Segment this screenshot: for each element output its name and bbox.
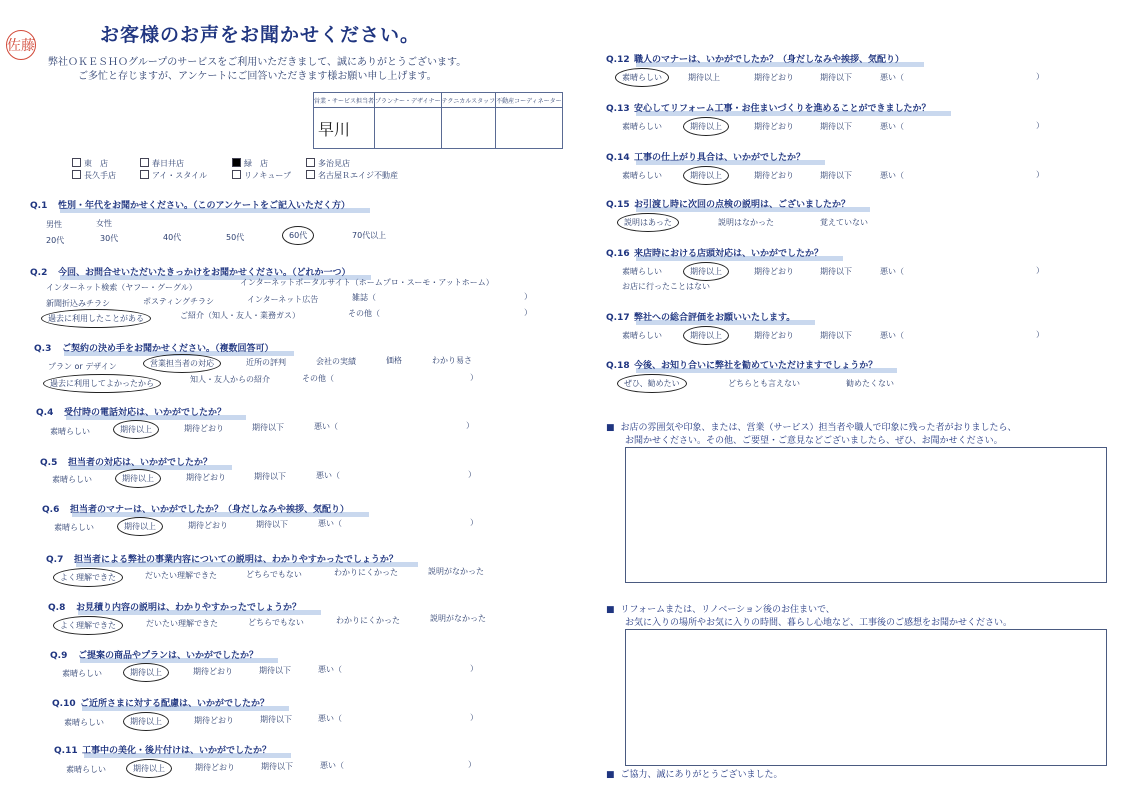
footer-thanks: ■ ご協力、誠にありがとうございました。 (606, 770, 783, 780)
q16-as-expected[interactable]: 期待どおり (754, 267, 794, 276)
q11-excellent[interactable]: 素晴らしい (66, 765, 106, 774)
q1-age-50[interactable]: 50代 (226, 233, 245, 242)
q10-bad[interactable]: 悪い（ (318, 714, 342, 723)
store-istyle[interactable]: アイ・スタイル (140, 170, 207, 181)
q14-excellent[interactable]: 素晴らしい (622, 171, 662, 180)
q17-excellent[interactable]: 素晴らしい (622, 331, 662, 340)
q12-question: Q.12 職人のマナーは、いかがでしたか？（身だしなみや挨拶、気配り） (606, 52, 904, 65)
q6-above[interactable]: 期待以上 (124, 521, 156, 532)
q17-above[interactable]: 期待以上 (690, 330, 722, 341)
q9-as-expected[interactable]: 期待どおり (193, 667, 233, 676)
q2-other[interactable]: その他（ (348, 309, 380, 318)
q12-bad[interactable]: 悪い（ (880, 73, 904, 82)
q7-question: Q.7 担当者による弊社の事業内容についての説明は、わかりやすかったでしょうか？ (46, 552, 398, 565)
q12-excellent[interactable]: 素晴らしい (622, 72, 662, 83)
q3-price[interactable]: 価格 (386, 356, 402, 365)
q7-understood-well[interactable]: よく理解できた (60, 572, 116, 583)
checkbox-icon (140, 170, 149, 179)
q17-question: Q.17 弊社への総合評価をお願いいたします。 (606, 310, 795, 323)
q14-question: Q.14 工事の仕上がり具合は、いかがでしたか？ (606, 150, 805, 163)
checkbox-icon (72, 170, 81, 179)
q11-below[interactable]: 期待以下 (261, 762, 293, 771)
q3-track-record[interactable]: 会社の実績 (316, 357, 356, 366)
staff-header-sales: 営業・サービス担当者 (314, 93, 375, 108)
q3-plan-design[interactable]: プラン or デザイン (48, 362, 117, 371)
q13-below[interactable]: 期待以下 (820, 122, 852, 131)
q16-above[interactable]: 期待以上 (690, 266, 722, 277)
staff-value-technical[interactable] (441, 108, 495, 149)
staff-value-planner[interactable] (375, 108, 442, 149)
q14-as-expected[interactable]: 期待どおり (754, 171, 794, 180)
q5-question: Q.5 担当者の対応は、いかがでしたか？ (40, 455, 212, 468)
q10-question: Q.10 ご近所さまに対する配慮は、いかがでしたか？ (52, 696, 269, 709)
seal-stamp: 佐藤 (6, 30, 36, 60)
q7-mostly-understood[interactable]: だいたい理解できた (145, 571, 217, 580)
q1-question: Q.1 性別・年代をお聞かせください。（このアンケートをご記入いただく方） (30, 198, 350, 211)
checkbox-icon (306, 170, 315, 179)
q2-internet-ad[interactable]: インターネット広告 (247, 295, 319, 304)
q1-age-20[interactable]: 20代 (46, 236, 65, 245)
q8-understood-well[interactable]: よく理解できた (60, 620, 116, 631)
q6-question: Q.6 担当者のマナーは、いかがでしたか？（身だしなみや挨拶、気配り） (42, 502, 349, 515)
q9-below[interactable]: 期待以下 (259, 666, 291, 675)
q1-male[interactable]: 男性 (46, 220, 62, 229)
q12-as-expected[interactable]: 期待どおり (754, 73, 794, 82)
q11-bad-close: ） (468, 760, 476, 769)
q4-bad-close: ） (466, 421, 474, 430)
q5-bad[interactable]: 悪い（ (316, 471, 340, 480)
q13-above[interactable]: 期待以上 (690, 121, 722, 132)
checkbox-icon (72, 158, 81, 167)
q5-excellent[interactable]: 素晴らしい (52, 475, 92, 484)
q3-other-close: ） (470, 373, 478, 382)
q3-reputation[interactable]: 近所の評判 (246, 358, 286, 367)
q4-below[interactable]: 期待以下 (252, 423, 284, 432)
checkbox-icon (232, 170, 241, 179)
store-midori[interactable]: 緑 店 (232, 158, 268, 169)
intro-line-1: 弊社ＯＫＥＳＨＯグループのサービスをご利用いただきまして、誠にありがとうございます。 (48, 57, 467, 68)
q13-excellent[interactable]: 素晴らしい (622, 122, 662, 131)
q3-other[interactable]: その他（ (302, 374, 334, 383)
q2-referral[interactable]: ご紹介（知人・友人・業務ガス） (180, 311, 300, 320)
q11-as-expected[interactable]: 期待どおり (195, 763, 235, 772)
q9-bad[interactable]: 悪い（ (318, 665, 342, 674)
q7-neutral[interactable]: どちらでもない (246, 570, 302, 579)
square-bullet-icon: ■ (606, 770, 615, 780)
free-text-2-box[interactable] (625, 629, 1107, 766)
q10-as-expected[interactable]: 期待どおり (194, 716, 234, 725)
q12-bad-close: ） (1036, 72, 1044, 81)
store-nagakute[interactable]: 長久手店 (72, 170, 116, 181)
q8-mostly-understood[interactable]: だいたい理解できた (146, 619, 218, 628)
q14-bad[interactable]: 悪い（ (880, 171, 904, 180)
q6-excellent[interactable]: 素晴らしい (54, 523, 94, 532)
q11-bad[interactable]: 悪い（ (320, 761, 344, 770)
q8-question: Q.8 お見積り内容の説明は、わかりやすかったでしょうか？ (48, 600, 301, 613)
staff-header-planner: プランナー・デザイナー (375, 93, 442, 108)
q2-question: Q.2 今回、お問合せいただいたきっかけをお聞かせください。（どれか一つ） (30, 265, 351, 278)
q1-age-40[interactable]: 40代 (163, 233, 182, 242)
staff-value-sales[interactable]: 早川 (314, 108, 375, 149)
q18-not-recommend[interactable]: 勧めたくない (846, 379, 894, 388)
q6-bad-close: ） (470, 518, 478, 527)
q16-question: Q.16 来店時における店頭対応は、いかがでしたか？ (606, 246, 823, 259)
checkbox-icon (306, 158, 315, 167)
q17-as-expected[interactable]: 期待どおり (754, 331, 794, 340)
q13-as-expected[interactable]: 期待どおり (754, 122, 794, 131)
q17-bad[interactable]: 悪い（ (880, 331, 904, 340)
store-nagoya-rage[interactable]: 名古屋Ｒエイジ不動産 (306, 170, 398, 181)
q10-below[interactable]: 期待以下 (260, 715, 292, 724)
q4-question: Q.4 受付時の電話対応は、いかがでしたか？ (36, 405, 226, 418)
checked-checkbox-icon (232, 158, 241, 167)
q12-below[interactable]: 期待以下 (820, 73, 852, 82)
q3-clarity[interactable]: わかり易さ (432, 356, 472, 365)
store-renocube[interactable]: リノキューブ (232, 170, 291, 181)
q10-bad-close: ） (470, 713, 478, 722)
free-text-2-prompt: ■ リフォームまたは、リノベーション後のお住まいで、 お気に入りの場所やお気に入りの時間、暮らし心地など、工事後のご感想をお聞かせください。 (606, 605, 1013, 628)
q2-magazine-close: ） (524, 292, 532, 301)
q1-age-30[interactable]: 30代 (100, 234, 119, 243)
square-bullet-icon: ■ (606, 423, 615, 433)
q3-past-good[interactable]: 過去に利用してよかったから (50, 378, 154, 389)
q13-question: Q.13 安心してリフォーム工事・お住まいづくりを進めることができましたか？ (606, 101, 931, 114)
q4-as-expected[interactable]: 期待どおり (184, 424, 224, 433)
q4-bad[interactable]: 悪い（ (314, 422, 338, 431)
q18-question: Q.18 今後、お知り合いに弊社を勧めていただけますでしょうか？ (606, 358, 877, 371)
q10-excellent[interactable]: 素晴らしい (64, 718, 104, 727)
staff-table (313, 92, 563, 149)
q9-above[interactable]: 期待以上 (130, 667, 162, 678)
q7-hard[interactable]: わかりにくかった (334, 568, 398, 577)
store-kasugai[interactable]: 春日井店 (140, 158, 184, 169)
q4-excellent[interactable]: 素晴らしい (50, 427, 90, 436)
q2-past-use[interactable]: 過去に利用したことがある (48, 313, 144, 324)
q14-above[interactable]: 期待以上 (690, 170, 722, 181)
q18-recommend[interactable]: ぜひ、勧めたい (624, 378, 680, 389)
q15-question: Q.15 お引渡し時に次回の点検の説明は、ございましたか？ (606, 197, 850, 210)
q10-above[interactable]: 期待以上 (130, 716, 162, 727)
q4-above[interactable]: 期待以上 (120, 424, 152, 435)
q14-bad-close: ） (1036, 170, 1044, 179)
square-bullet-icon: ■ (606, 605, 615, 615)
q5-below[interactable]: 期待以下 (254, 472, 286, 481)
staff-header-realestate: 不動産コーディネーター (496, 93, 563, 108)
q9-bad-close: ） (470, 664, 478, 673)
q6-as-expected[interactable]: 期待どおり (188, 521, 228, 530)
q7-no-explanation[interactable]: 説明がなかった (428, 567, 484, 576)
q13-bad[interactable]: 悪い（ (880, 122, 904, 131)
checkbox-icon (140, 158, 149, 167)
q8-no-explanation[interactable]: 説明がなかった (430, 614, 486, 623)
q3-friend-referral[interactable]: 知人・友人からの紹介 (190, 375, 270, 384)
q5-as-expected[interactable]: 期待どおり (186, 473, 226, 482)
q5-bad-close: ） (468, 470, 476, 479)
q1-age-60[interactable]: 60代 (289, 230, 307, 241)
q11-above[interactable]: 期待以上 (133, 763, 165, 774)
store-east[interactable]: 東 店 (72, 158, 108, 169)
page-title: お客様のお声をお聞かせください。 (100, 24, 421, 46)
q16-bad-close: ） (1036, 266, 1044, 275)
intro-line-2: ご多忙と存じますが、アンケートにご回答いただきます様お願い申し上げます。 (78, 71, 437, 82)
q17-below[interactable]: 期待以下 (820, 331, 852, 340)
q6-bad[interactable]: 悪い（ (318, 519, 342, 528)
q8-hard[interactable]: わかりにくかった (336, 616, 400, 625)
q8-neutral[interactable]: どちらでもない (248, 618, 304, 627)
q9-excellent[interactable]: 素晴らしい (62, 669, 102, 678)
q6-below[interactable]: 期待以下 (256, 520, 288, 529)
q9-question: Q.9 ご提案の商品やプランは、いかがでしたか？ (50, 648, 258, 661)
q13-bad-close: ） (1036, 121, 1044, 130)
q2-newspaper-flyer[interactable]: 新聞折込みチラシ (46, 299, 110, 308)
q15-explained[interactable]: 説明はあった (624, 217, 672, 228)
q1-age-70[interactable]: 70代以上 (352, 231, 387, 240)
q2-portal-site[interactable]: インターネットポータルサイト（ホームプロ・スーモ・アットホーム） (240, 278, 494, 287)
q2-other-close: ） (524, 308, 532, 317)
q3-sales-staff[interactable]: 営業担当者の対応 (150, 358, 214, 369)
q2-magazine[interactable]: 雑誌（ (352, 293, 376, 302)
q12-above[interactable]: 期待以上 (688, 73, 720, 82)
q18-neutral[interactable]: どちらとも言えない (728, 379, 800, 388)
q5-above[interactable]: 期待以上 (122, 473, 154, 484)
free-text-1-prompt: ■ お店の雰囲気や印象、または、営業（サービス）担当者や職人で印象に残った者がおりましたら、 お聞かせください。その他、ご要望・ご意見などございましたら、ぜひ、お聞かせください。 (606, 423, 1017, 446)
staff-header-technical: テクニカルスタッフ (441, 93, 495, 108)
q2-posting-flyer[interactable]: ポスティングチラシ (143, 297, 215, 306)
q16-excellent[interactable]: 素晴らしい (622, 267, 662, 276)
q11-question: Q.11 工事中の美化・後片付けは、いかがでしたか？ (54, 743, 271, 756)
q16-never-visited[interactable]: お店に行ったことはない (622, 282, 710, 291)
q14-below[interactable]: 期待以下 (820, 171, 852, 180)
q2-internet-search[interactable]: インターネット検索（ヤフー・グーグル） (46, 283, 197, 292)
free-text-1-box[interactable] (625, 447, 1107, 583)
q16-below[interactable]: 期待以下 (820, 267, 852, 276)
store-tajimi[interactable]: 多治見店 (306, 158, 350, 169)
q17-bad-close: ） (1036, 330, 1044, 339)
q3-question: Q.3 ご契約の決め手をお聞かせください。（複数回答可） (34, 341, 274, 354)
q15-dont-remember[interactable]: 覚えていない (820, 218, 868, 227)
staff-value-realestate[interactable] (496, 108, 563, 149)
q15-not-explained[interactable]: 説明はなかった (718, 218, 774, 227)
q1-female[interactable]: 女性 (96, 219, 112, 228)
q16-bad[interactable]: 悪い（ (880, 267, 904, 276)
